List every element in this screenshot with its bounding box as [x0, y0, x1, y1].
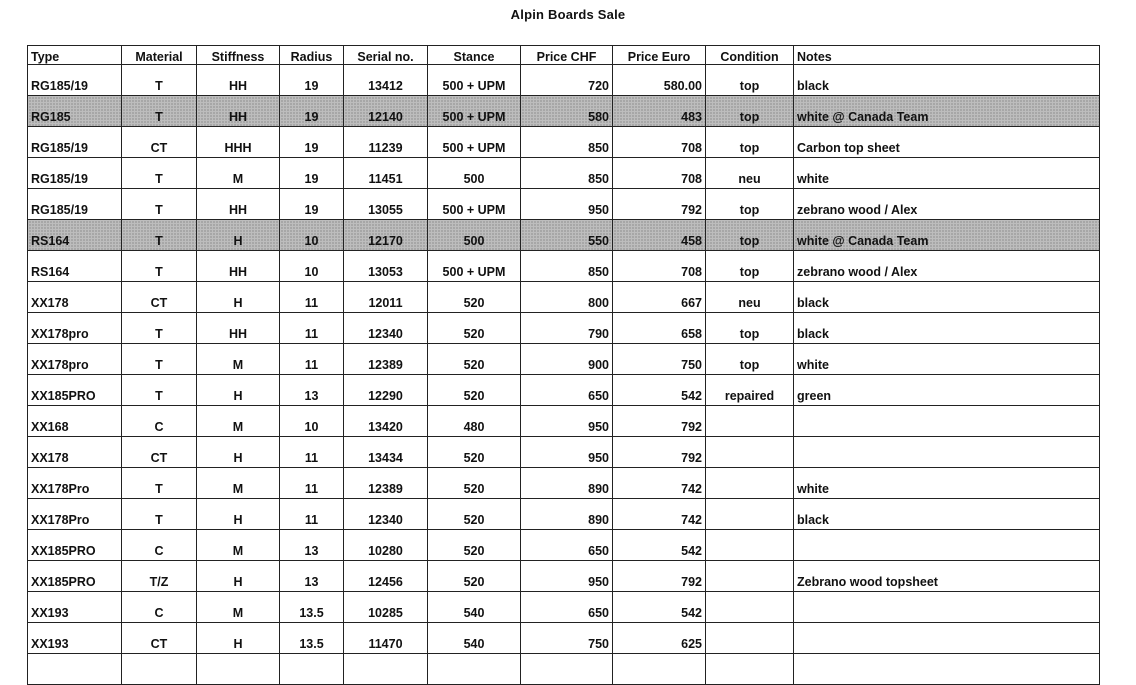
cell-stiffness[interactable]: HH: [197, 65, 280, 96]
cell-radius[interactable]: 19: [280, 189, 344, 220]
cell-type[interactable]: XX178: [28, 282, 122, 313]
cell-price-euro[interactable]: 708: [613, 251, 706, 282]
cell-stance[interactable]: 500 + UPM: [428, 189, 521, 220]
cell-stiffness[interactable]: H: [197, 623, 280, 654]
cell-serial[interactable]: 13055: [344, 189, 428, 220]
col-stance[interactable]: Stance: [428, 46, 521, 65]
cell-notes[interactable]: white: [794, 468, 1100, 499]
cell-material[interactable]: T/Z: [122, 561, 197, 592]
cell-serial[interactable]: 11239: [344, 127, 428, 158]
cell-serial[interactable]: 13434: [344, 437, 428, 468]
cell-type[interactable]: XX185PRO: [28, 530, 122, 561]
cell-notes[interactable]: zebrano wood / Alex: [794, 251, 1100, 282]
col-type[interactable]: Type: [28, 46, 122, 65]
cell-price-chf[interactable]: 650: [521, 592, 613, 623]
table-row: [28, 499, 1100, 530]
cell-serial[interactable]: 12290: [344, 375, 428, 406]
cell-price-chf[interactable]: 850: [521, 251, 613, 282]
table-row: [28, 189, 1100, 220]
cell-price-chf[interactable]: 800: [521, 282, 613, 313]
cell-price-chf[interactable]: 650: [521, 530, 613, 561]
cell-material[interactable]: T: [122, 344, 197, 375]
col-notes[interactable]: Notes: [794, 46, 1100, 65]
cell-price-euro[interactable]: 792: [613, 189, 706, 220]
cell-notes[interactable]: white: [794, 344, 1100, 375]
cell-radius[interactable]: 13: [280, 530, 344, 561]
cell-radius[interactable]: 19: [280, 65, 344, 96]
cell-type[interactable]: RG185: [28, 96, 122, 127]
cell-type[interactable]: XX193: [28, 592, 122, 623]
cell-price-euro[interactable]: 667: [613, 282, 706, 313]
cell-notes[interactable]: [794, 623, 1100, 654]
cell-serial[interactable]: 12140: [344, 96, 428, 127]
table-row: [28, 468, 1100, 499]
cell-material[interactable]: CT: [122, 623, 197, 654]
table-row: [28, 127, 1100, 158]
cell-radius[interactable]: 11: [280, 499, 344, 530]
col-condition[interactable]: Condition: [706, 46, 794, 65]
col-radius[interactable]: Radius: [280, 46, 344, 65]
cell-price-chf[interactable]: 950: [521, 561, 613, 592]
cell-type[interactable]: XX178pro: [28, 313, 122, 344]
cell-price-euro[interactable]: 708: [613, 158, 706, 189]
empty-row: [28, 654, 1100, 685]
cell-radius[interactable]: 19: [280, 158, 344, 189]
cell-notes[interactable]: zebrano wood / Alex: [794, 189, 1100, 220]
cell-stance[interactable]: 540: [428, 623, 521, 654]
cell-condition[interactable]: top: [706, 344, 794, 375]
cell-price-chf[interactable]: 580: [521, 96, 613, 127]
cell-price-euro[interactable]: 625: [613, 623, 706, 654]
cell-notes[interactable]: black: [794, 282, 1100, 313]
cell-price-chf[interactable]: 720: [521, 65, 613, 96]
cell-serial[interactable]: 12389: [344, 468, 428, 499]
cell-notes[interactable]: white @ Canada Team: [794, 96, 1100, 127]
cell-type[interactable]: XX168: [28, 406, 122, 437]
table-row: [28, 375, 1100, 406]
cell-serial[interactable]: 10285: [344, 592, 428, 623]
cell-notes[interactable]: [794, 437, 1100, 468]
cell-radius[interactable]: 10: [280, 251, 344, 282]
cell-notes[interactable]: black: [794, 65, 1100, 96]
cell-type[interactable]: XX178: [28, 437, 122, 468]
cell-condition[interactable]: [706, 530, 794, 561]
cell-price-euro[interactable]: 658: [613, 313, 706, 344]
table-row: [28, 623, 1100, 654]
cell-serial[interactable]: 12011: [344, 282, 428, 313]
table-row: [28, 251, 1100, 282]
cell-stance[interactable]: 500: [428, 220, 521, 251]
cell-price-euro[interactable]: 542: [613, 592, 706, 623]
cell-type[interactable]: RG185/19: [28, 65, 122, 96]
cell-serial[interactable]: 12170: [344, 220, 428, 251]
cell-price-euro[interactable]: 742: [613, 499, 706, 530]
table-row: [28, 96, 1100, 127]
cell-stiffness[interactable]: M: [197, 530, 280, 561]
cell-serial[interactable]: 11470: [344, 623, 428, 654]
cell-price-chf[interactable]: 950: [521, 406, 613, 437]
cell-radius[interactable]: 11: [280, 468, 344, 499]
cell-type[interactable]: RS164: [28, 220, 122, 251]
cell-radius[interactable]: 11: [280, 313, 344, 344]
table-row: [28, 158, 1100, 189]
cell-material[interactable]: CT: [122, 127, 197, 158]
cell-notes[interactable]: Zebrano wood topsheet: [794, 561, 1100, 592]
cell-stiffness[interactable]: HH: [197, 313, 280, 344]
cell-serial[interactable]: 13412: [344, 65, 428, 96]
cell-price-euro[interactable]: 792: [613, 561, 706, 592]
cell-price-euro[interactable]: 483: [613, 96, 706, 127]
cell-price-euro[interactable]: 792: [613, 406, 706, 437]
cell-serial[interactable]: 11451: [344, 158, 428, 189]
cell-stance[interactable]: 480: [428, 406, 521, 437]
cell-price-euro[interactable]: 542: [613, 375, 706, 406]
cell-condition[interactable]: [706, 406, 794, 437]
cell-material[interactable]: T: [122, 65, 197, 96]
cell-notes[interactable]: [794, 592, 1100, 623]
cell-stiffness[interactable]: H: [197, 437, 280, 468]
cell-serial[interactable]: [344, 654, 428, 685]
cell-type[interactable]: [28, 654, 122, 685]
cell-stance[interactable]: 520: [428, 313, 521, 344]
cell-serial[interactable]: 10280: [344, 530, 428, 561]
cell-type[interactable]: RG185/19: [28, 127, 122, 158]
cell-radius[interactable]: 19: [280, 96, 344, 127]
cell-condition[interactable]: repaired: [706, 375, 794, 406]
cell-condition[interactable]: [706, 561, 794, 592]
cell-type[interactable]: XX178pro: [28, 344, 122, 375]
cell-notes[interactable]: black: [794, 499, 1100, 530]
cell-price-euro[interactable]: 458: [613, 220, 706, 251]
cell-price-euro[interactable]: 792: [613, 437, 706, 468]
cell-radius[interactable]: 11: [280, 344, 344, 375]
cell-material[interactable]: C: [122, 530, 197, 561]
cell-condition[interactable]: top: [706, 127, 794, 158]
cell-price-euro[interactable]: [613, 654, 706, 685]
cell-material[interactable]: C: [122, 592, 197, 623]
cell-notes[interactable]: black: [794, 313, 1100, 344]
cell-condition[interactable]: [706, 654, 794, 685]
cell-condition[interactable]: [706, 592, 794, 623]
cell-stiffness[interactable]: H: [197, 499, 280, 530]
cell-material[interactable]: T: [122, 375, 197, 406]
cell-price-euro[interactable]: 742: [613, 468, 706, 499]
col-serial[interactable]: Serial no.: [344, 46, 428, 65]
cell-condition[interactable]: [706, 499, 794, 530]
cell-stance[interactable]: 520: [428, 282, 521, 313]
cell-stance[interactable]: 500 + UPM: [428, 96, 521, 127]
cell-material[interactable]: C: [122, 406, 197, 437]
cell-stiffness[interactable]: M: [197, 344, 280, 375]
cell-price-euro[interactable]: 750: [613, 344, 706, 375]
cell-stiffness[interactable]: HH: [197, 96, 280, 127]
cell-serial[interactable]: 13053: [344, 251, 428, 282]
cell-condition[interactable]: top: [706, 189, 794, 220]
cell-radius[interactable]: 13: [280, 375, 344, 406]
cell-notes[interactable]: [794, 654, 1100, 685]
cell-notes[interactable]: [794, 530, 1100, 561]
table-row: [28, 561, 1100, 592]
cell-condition[interactable]: top: [706, 251, 794, 282]
cell-price-euro[interactable]: 580.00: [613, 65, 706, 96]
cell-type[interactable]: RS164: [28, 251, 122, 282]
cell-material[interactable]: T: [122, 313, 197, 344]
cell-stiffness[interactable]: H: [197, 561, 280, 592]
cell-material[interactable]: [122, 654, 197, 685]
cell-stiffness[interactable]: H: [197, 220, 280, 251]
cell-serial[interactable]: 13420: [344, 406, 428, 437]
col-price-euro[interactable]: Price Euro: [613, 46, 706, 65]
cell-radius[interactable]: 11: [280, 282, 344, 313]
cell-stance[interactable]: 500 + UPM: [428, 251, 521, 282]
page-title: Alpin Boards Sale: [510, 7, 626, 22]
cell-condition[interactable]: [706, 623, 794, 654]
cell-price-euro[interactable]: 542: [613, 530, 706, 561]
cell-serial[interactable]: 12456: [344, 561, 428, 592]
cell-price-chf[interactable]: 850: [521, 158, 613, 189]
table-row: [28, 530, 1100, 561]
cell-serial[interactable]: 12389: [344, 344, 428, 375]
cell-stiffness[interactable]: HHH: [197, 127, 280, 158]
cell-condition[interactable]: top: [706, 65, 794, 96]
cell-condition[interactable]: top: [706, 96, 794, 127]
cell-stiffness[interactable]: M: [197, 406, 280, 437]
cell-price-chf[interactable]: 650: [521, 375, 613, 406]
cell-notes[interactable]: Carbon top sheet: [794, 127, 1100, 158]
cell-price-euro[interactable]: 708: [613, 127, 706, 158]
cell-type[interactable]: XX178Pro: [28, 468, 122, 499]
cell-condition[interactable]: neu: [706, 158, 794, 189]
table-row: [28, 65, 1100, 96]
table-row: [28, 313, 1100, 344]
cell-stance[interactable]: 520: [428, 468, 521, 499]
cell-price-chf[interactable]: 950: [521, 189, 613, 220]
cell-material[interactable]: T: [122, 468, 197, 499]
cell-price-chf[interactable]: 850: [521, 127, 613, 158]
cell-type[interactable]: RG185/19: [28, 158, 122, 189]
cell-price-chf[interactable]: 750: [521, 623, 613, 654]
cell-price-chf[interactable]: 950: [521, 437, 613, 468]
cell-notes[interactable]: [794, 406, 1100, 437]
cell-notes[interactable]: white @ Canada Team: [794, 220, 1100, 251]
cell-material[interactable]: T: [122, 220, 197, 251]
cell-type[interactable]: XX185PRO: [28, 375, 122, 406]
cell-type[interactable]: XX185PRO: [28, 561, 122, 592]
cell-condition[interactable]: neu: [706, 282, 794, 313]
cell-price-chf[interactable]: 890: [521, 499, 613, 530]
cell-price-chf[interactable]: 550: [521, 220, 613, 251]
cell-price-chf[interactable]: [521, 654, 613, 685]
table-row: [28, 220, 1100, 251]
cell-radius[interactable]: 13.5: [280, 592, 344, 623]
cell-radius[interactable]: 13.5: [280, 623, 344, 654]
cell-type[interactable]: XX178Pro: [28, 499, 122, 530]
table-row: [28, 437, 1100, 468]
cell-stiffness[interactable]: M: [197, 468, 280, 499]
cell-price-chf[interactable]: 900: [521, 344, 613, 375]
cell-stance[interactable]: 500 + UPM: [428, 65, 521, 96]
cell-material[interactable]: T: [122, 158, 197, 189]
table-row: [28, 592, 1100, 623]
cell-type[interactable]: XX193: [28, 623, 122, 654]
cell-material[interactable]: T: [122, 96, 197, 127]
cell-stiffness[interactable]: H: [197, 282, 280, 313]
cell-stiffness[interactable]: [197, 654, 280, 685]
cell-radius[interactable]: 13: [280, 561, 344, 592]
cell-radius[interactable]: 10: [280, 220, 344, 251]
cell-material[interactable]: T: [122, 499, 197, 530]
table-row: [28, 406, 1100, 437]
boards-table: [27, 45, 1100, 685]
cell-stance[interactable]: 500 + UPM: [428, 127, 521, 158]
table-row: [28, 282, 1100, 313]
cell-stance[interactable]: [428, 654, 521, 685]
cell-material[interactable]: CT: [122, 437, 197, 468]
cell-condition[interactable]: [706, 437, 794, 468]
cell-material[interactable]: CT: [122, 282, 197, 313]
cell-price-chf[interactable]: 890: [521, 468, 613, 499]
cell-price-chf[interactable]: 790: [521, 313, 613, 344]
cell-stiffness[interactable]: HH: [197, 189, 280, 220]
cell-material[interactable]: T: [122, 251, 197, 282]
cell-material[interactable]: T: [122, 189, 197, 220]
cell-serial[interactable]: 12340: [344, 313, 428, 344]
cell-condition[interactable]: top: [706, 220, 794, 251]
cell-stiffness[interactable]: H: [197, 375, 280, 406]
cell-type[interactable]: RG185/19: [28, 189, 122, 220]
cell-stance[interactable]: 520: [428, 437, 521, 468]
cell-radius[interactable]: 19: [280, 127, 344, 158]
cell-stance[interactable]: 540: [428, 592, 521, 623]
cell-notes[interactable]: green: [794, 375, 1100, 406]
cell-stiffness[interactable]: M: [197, 158, 280, 189]
col-price-chf[interactable]: Price CHF: [521, 46, 613, 65]
cell-stiffness[interactable]: HH: [197, 251, 280, 282]
cell-radius[interactable]: 10: [280, 406, 344, 437]
cell-notes[interactable]: white: [794, 158, 1100, 189]
cell-condition[interactable]: top: [706, 313, 794, 344]
cell-stance[interactable]: 520: [428, 530, 521, 561]
cell-radius[interactable]: 11: [280, 437, 344, 468]
header-row: [28, 46, 1100, 65]
cell-stance[interactable]: 520: [428, 499, 521, 530]
cell-radius[interactable]: [280, 654, 344, 685]
table-row: [28, 344, 1100, 375]
cell-stance[interactable]: 520: [428, 344, 521, 375]
cell-stance[interactable]: 500: [428, 158, 521, 189]
cell-stiffness[interactable]: M: [197, 592, 280, 623]
cell-stance[interactable]: 520: [428, 375, 521, 406]
col-material[interactable]: Material: [122, 46, 197, 65]
cell-condition[interactable]: [706, 468, 794, 499]
col-stiffness[interactable]: Stiffness: [197, 46, 280, 65]
cell-serial[interactable]: 12340: [344, 499, 428, 530]
cell-stance[interactable]: 520: [428, 561, 521, 592]
